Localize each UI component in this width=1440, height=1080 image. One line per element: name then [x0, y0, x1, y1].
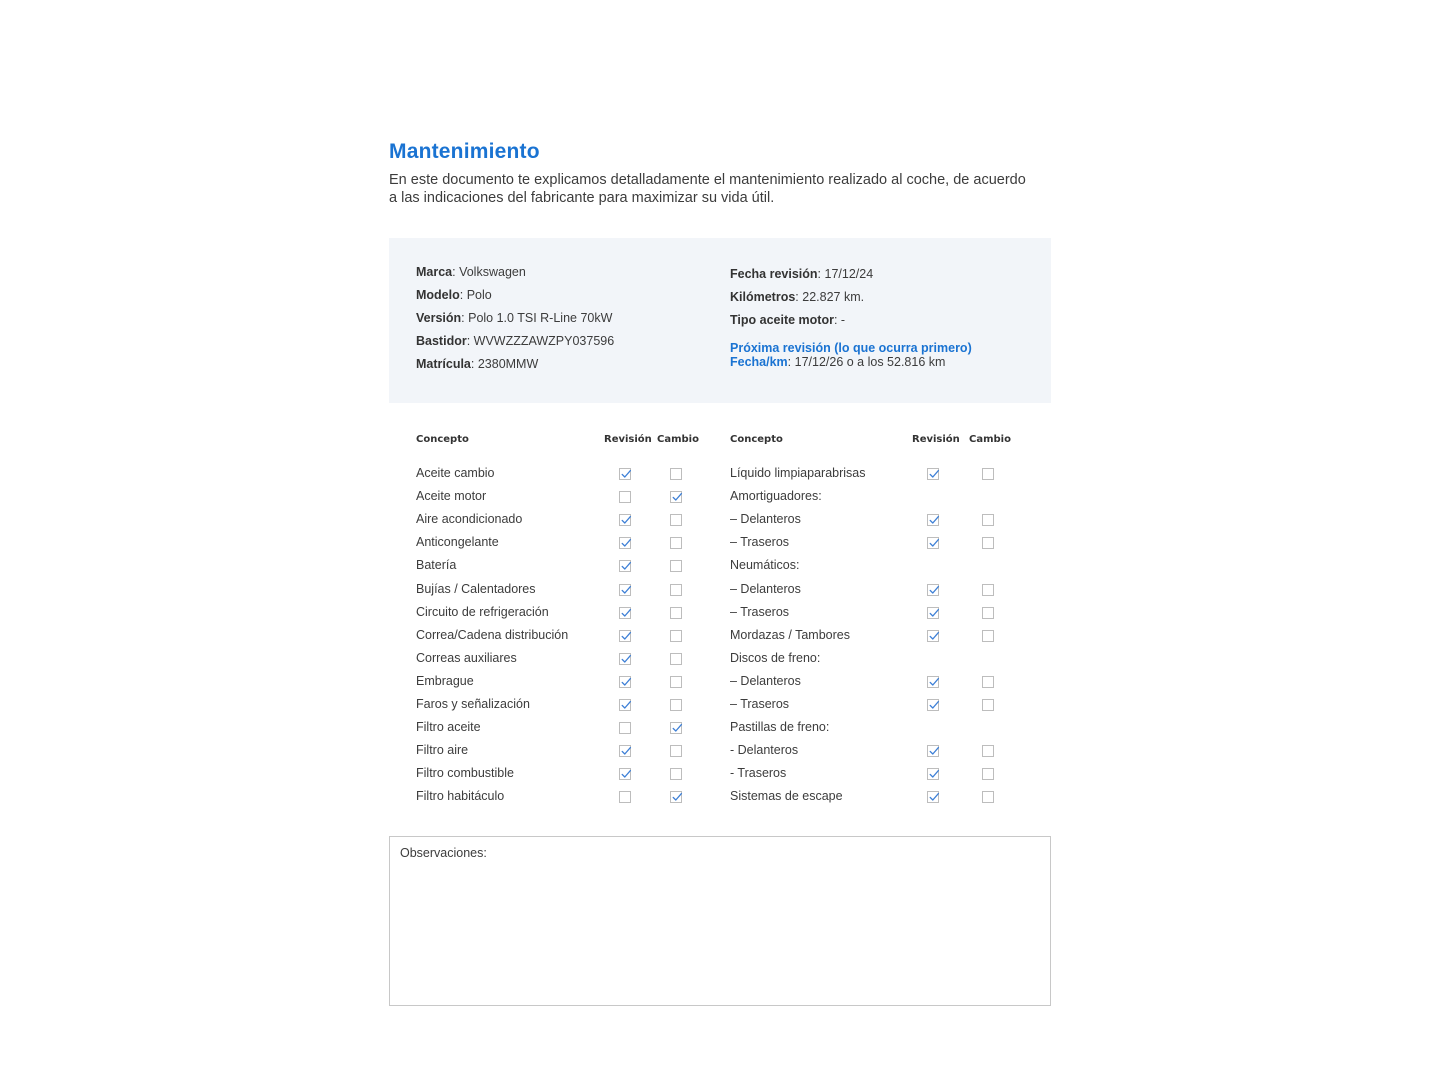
concept-label: Anticongelante	[416, 535, 499, 550]
concept-label: Batería	[416, 558, 457, 573]
section-label: Pastillas de freno:	[730, 720, 830, 735]
revision-checkbox-checked[interactable]	[927, 630, 939, 642]
concept-label: Bujías / Calentadores	[416, 581, 536, 596]
checkmark-icon	[928, 584, 940, 596]
fecha-revision-label: Fecha revisión	[730, 267, 818, 281]
cambio-checkbox-checked[interactable]	[670, 491, 682, 503]
proxima-revision-line	[730, 355, 945, 369]
revision-checkbox-checked[interactable]	[619, 560, 631, 572]
cambio-checkbox[interactable]	[670, 653, 682, 665]
revision-checkbox-checked[interactable]	[927, 768, 939, 780]
fecha-revision-value: : 17/12/24	[817, 267, 874, 281]
concept-label: – Delanteros	[730, 512, 801, 527]
page-title: Mantenimiento	[389, 140, 540, 163]
checkmark-icon	[620, 514, 632, 526]
concept-label: – Delanteros	[730, 673, 801, 688]
cambio-checkbox[interactable]	[670, 768, 682, 780]
proxima-revision-value: : 17/12/26 o a los 52.816 km	[787, 355, 946, 369]
modelo-line	[416, 288, 492, 302]
concept-label: Aceite cambio	[416, 466, 495, 480]
proxima-revision-label: Fecha/km	[730, 355, 788, 369]
header-cambio-right: Cambio	[969, 434, 1011, 445]
tipo-aceite-label: Tipo aceite motor	[730, 313, 834, 327]
concept-label: Aceite motor	[416, 489, 487, 504]
concept-label: Embrague	[416, 673, 474, 688]
marca-line	[416, 265, 526, 279]
revision-checkbox[interactable]	[619, 791, 631, 803]
proxima-revision-title: Próxima revisión (lo que ocurra primero)	[730, 341, 972, 355]
checkmark-icon	[928, 468, 940, 480]
concept-label: Circuito de refrigeración	[416, 604, 549, 619]
revision-checkbox-checked[interactable]	[619, 768, 631, 780]
modelo-label: Modelo	[416, 288, 460, 302]
checkmark-icon	[620, 699, 632, 711]
bastidor-value: : WVWZZZAWZPY037596	[466, 334, 615, 348]
checkmark-icon	[928, 745, 940, 757]
intro-text: En este documento te explicamos detalladamente el mantenimiento realizado al coche, de acuerdo a las indicaciones del fabricante para maximizar su vida útil.	[389, 172, 1026, 206]
version-value: : Polo 1.0 TSI R-Line 70kW	[461, 311, 613, 325]
header-concepto-left: Concepto	[416, 434, 469, 445]
revision-checkbox-checked[interactable]	[619, 630, 631, 642]
concept-label: Correas auxiliares	[416, 650, 517, 665]
checkmark-icon	[928, 537, 940, 549]
marca-value: : Volkswagen	[452, 265, 526, 279]
header-concepto-right: Concepto	[730, 434, 783, 445]
checkmark-icon	[620, 537, 632, 549]
revision-checkbox-checked[interactable]	[619, 676, 631, 688]
header-cambio-left: Cambio	[657, 434, 699, 445]
checkmark-icon	[928, 768, 940, 780]
version-label: Versión	[416, 311, 462, 325]
checkmark-icon	[620, 630, 632, 642]
revision-checkbox-checked[interactable]	[619, 537, 631, 549]
cambio-checkbox[interactable]	[982, 537, 994, 549]
concept-label: Sistemas de escape	[730, 789, 843, 804]
checkmark-icon	[620, 560, 632, 572]
revision-checkbox-checked[interactable]	[927, 791, 939, 803]
cambio-checkbox[interactable]	[670, 699, 682, 711]
revision-checkbox-checked[interactable]	[927, 607, 939, 619]
cambio-checkbox[interactable]	[982, 745, 994, 757]
cambio-checkbox[interactable]	[982, 630, 994, 642]
checkmark-icon	[620, 768, 632, 780]
header-revision-right: Revisión	[912, 434, 960, 445]
cambio-checkbox[interactable]	[670, 630, 682, 642]
concept-label: Líquido limpiaparabrisas	[730, 466, 866, 480]
marca-label: Marca	[416, 265, 453, 279]
observaciones-box[interactable]	[389, 836, 1051, 1006]
revision-checkbox-checked[interactable]	[927, 745, 939, 757]
kilometros-line	[730, 290, 864, 304]
revision-checkbox-checked[interactable]	[619, 699, 631, 711]
section-label: Amortiguadores:	[730, 489, 822, 504]
checkmark-icon	[671, 491, 683, 503]
concept-label: – Traseros	[730, 604, 790, 619]
revision-checkbox-checked[interactable]	[619, 468, 631, 480]
matricula-line	[416, 357, 538, 371]
checkmark-icon	[671, 791, 683, 803]
checkmark-icon	[928, 676, 940, 688]
section-label: Neumáticos:	[730, 558, 800, 573]
cambio-checkbox[interactable]	[670, 537, 682, 549]
matricula-label: Matrícula	[416, 357, 471, 371]
checkmark-icon	[671, 722, 683, 734]
checkmark-icon	[620, 607, 632, 619]
cambio-checkbox[interactable]	[670, 560, 682, 572]
concept-label: Filtro aceite	[416, 720, 481, 735]
concept-label: Mordazas / Tambores	[730, 627, 850, 642]
revision-checkbox[interactable]	[619, 491, 631, 503]
checkmark-icon	[928, 514, 940, 526]
concept-label: Correa/Cadena distribución	[416, 627, 569, 642]
checkmark-icon	[928, 699, 940, 711]
cambio-checkbox[interactable]	[982, 607, 994, 619]
checkmark-icon	[928, 791, 940, 803]
concept-label: - Delanteros	[730, 743, 799, 758]
checkmark-icon	[620, 584, 632, 596]
cambio-checkbox-checked[interactable]	[670, 791, 682, 803]
concept-label: Filtro habitáculo	[416, 789, 505, 804]
revision-checkbox-checked[interactable]	[619, 653, 631, 665]
cambio-checkbox[interactable]	[670, 676, 682, 688]
concept-label: Faros y señalización	[416, 697, 530, 711]
concept-label: – Traseros	[730, 535, 790, 550]
bastidor-label: Bastidor	[416, 334, 467, 348]
revision-checkbox-checked[interactable]	[619, 584, 631, 596]
revision-checkbox-checked[interactable]	[927, 676, 939, 688]
cambio-checkbox[interactable]	[670, 514, 682, 526]
checkmark-icon	[928, 607, 940, 619]
revision-checkbox-checked[interactable]	[927, 537, 939, 549]
fecha-revision-line	[730, 267, 873, 281]
revision-checkbox-checked[interactable]	[927, 699, 939, 711]
checkmark-icon	[620, 745, 632, 757]
cambio-checkbox[interactable]	[982, 676, 994, 688]
version-line	[416, 311, 612, 325]
revision-checkbox-checked[interactable]	[619, 607, 631, 619]
kilometros-label: Kilómetros	[730, 290, 796, 304]
cambio-checkbox[interactable]	[670, 468, 682, 480]
cambio-checkbox[interactable]	[982, 768, 994, 780]
revision-checkbox[interactable]	[619, 722, 631, 734]
concept-label: Filtro combustible	[416, 766, 514, 781]
concept-label: – Traseros	[730, 697, 790, 711]
concept-label: Filtro aire	[416, 743, 469, 758]
revision-checkbox-checked[interactable]	[619, 514, 631, 526]
header-revision-left: Revisión	[604, 434, 652, 445]
kilometros-value: : 22.827 km.	[795, 290, 865, 304]
modelo-value: : Polo	[459, 288, 492, 302]
cambio-checkbox[interactable]	[670, 745, 682, 757]
cambio-checkbox[interactable]	[982, 468, 994, 480]
cambio-checkbox[interactable]	[670, 607, 682, 619]
cambio-checkbox[interactable]	[670, 584, 682, 596]
bastidor-line	[416, 334, 614, 348]
cambio-checkbox[interactable]	[982, 791, 994, 803]
concept-label: Aire acondicionado	[416, 512, 523, 527]
vehicle-info-panel	[389, 238, 1051, 403]
revision-checkbox-checked[interactable]	[927, 514, 939, 526]
revision-checkbox-checked[interactable]	[927, 584, 939, 596]
cambio-checkbox-checked[interactable]	[670, 722, 682, 734]
checkmark-icon	[620, 676, 632, 688]
checkmark-icon	[620, 468, 632, 480]
checkmark-icon	[620, 653, 632, 665]
section-label: Discos de freno:	[730, 650, 821, 665]
cambio-checkbox[interactable]	[982, 584, 994, 596]
concept-label: - Traseros	[730, 766, 787, 781]
tipo-aceite-line	[730, 313, 845, 327]
observaciones-label: Observaciones:	[400, 846, 487, 860]
revision-checkbox-checked[interactable]	[619, 745, 631, 757]
matricula-value: : 2380MMW	[470, 357, 539, 371]
cambio-checkbox[interactable]	[982, 699, 994, 711]
concept-label: – Delanteros	[730, 581, 801, 596]
tipo-aceite-value: : -	[833, 313, 846, 327]
cambio-checkbox[interactable]	[982, 514, 994, 526]
revision-checkbox-checked[interactable]	[927, 468, 939, 480]
checkmark-icon	[928, 630, 940, 642]
